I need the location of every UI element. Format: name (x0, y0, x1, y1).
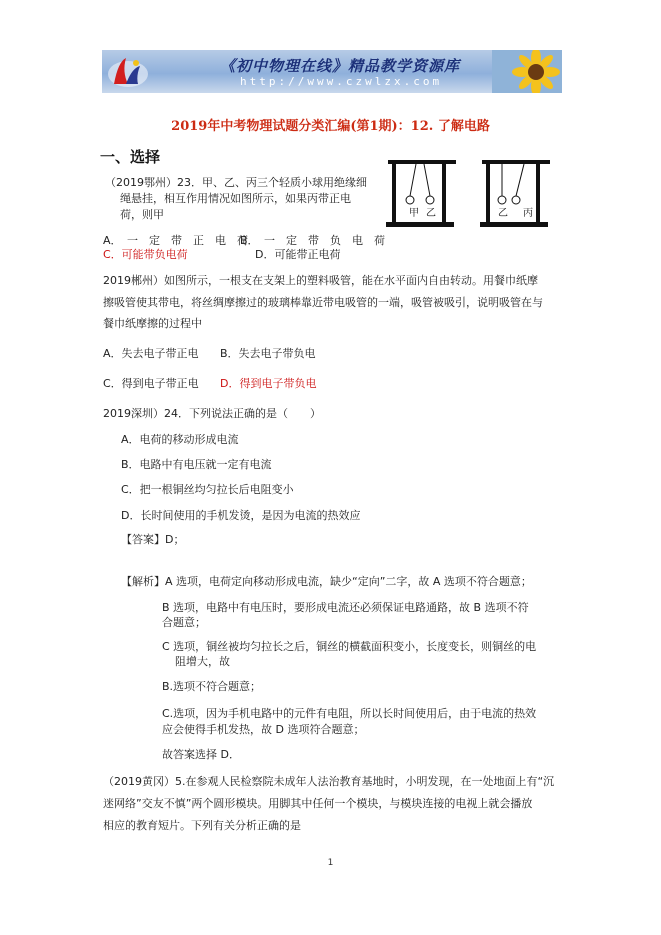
q3-analysis-line-3: 合题意； (162, 616, 206, 629)
document-title: 2019年中考物理试题分类汇编(第1期)：12. 了解电路 (171, 119, 490, 134)
section-heading: 一、选择 (100, 148, 161, 166)
q4-line-2: 迷网络”交友不慎”两个圆形模块。用脚其中任何一个模块，与模块连接的电视上就会播放 (103, 797, 533, 810)
site-logo-icon (106, 54, 150, 90)
q2-option-d: D．得到电子带负电 (220, 377, 317, 390)
figure-label-yi-2: 乙 (498, 208, 508, 219)
q3-analysis-line-6: B.选项不符合题意； (162, 680, 262, 693)
q3-analysis-line-7: C.选项，因为手机电路中的元件有电阻，所以长时间使用后，由于电流的热效 (162, 707, 537, 720)
q1-option-d: D．可能带正电荷 (255, 248, 341, 261)
q1-line-3: 荷，则甲 (120, 208, 164, 221)
q2-option-c: C．得到电子带正电 (103, 377, 199, 390)
q1-option-b: B． 一 定 带 负 电 荷 (240, 234, 386, 247)
q3-analysis-line-1: 【解析】A 选项，电荷定向移动形成电流，缺少“定向”二字，故 A 选项不符合题意； (121, 575, 532, 588)
banner-brand: 《初中物理在线》精品教学资源库 (220, 57, 461, 75)
q3-analysis-line-8: 应会使得手机发热，故 D 选项符合题意； (162, 723, 365, 736)
q3-option-c: C．把一根铜丝均匀拉长后电阻变小 (121, 483, 294, 496)
q1-figure-left-pair (386, 158, 458, 230)
q2-line-1: 2019郴州）如图所示，一根支在支架上的塑料吸管，能在水平面内自由转动。用餐巾纸摩 (103, 274, 538, 287)
page-number: 1 (327, 858, 334, 868)
q3-analysis-line-4: C 选项，铜丝被均匀拉长之后，铜丝的横截面积变小，长度变长，则铜丝的电 (162, 640, 537, 653)
header-banner (102, 50, 562, 93)
q1-option-a: A． 一 定 带 正 电 荷 (103, 234, 249, 247)
q3-analysis-line-5: 阻增大，故 (175, 655, 230, 668)
q2-line-2: 擦吸管使其带电，将丝绸摩擦过的玻璃棒靠近带电吸管的一端，吸管被吸引，说明吸管在与 (103, 296, 543, 309)
q2-line-3: 餐巾纸摩擦的过程中 (103, 317, 202, 330)
q1-option-c: C．可能带负电荷 (103, 248, 188, 261)
q3-stem: 2019深圳）24．下列说法正确的是（ ） (103, 407, 321, 420)
q3-option-a: A．电荷的移动形成电流 (121, 433, 239, 446)
q2-option-a: A．失去电子带正电 (103, 347, 199, 360)
q4-line-1: （2019黄冈）5.在参观人民检察院未成年人法治教育基地时，小明发现，在一处地面上有“沉 (103, 775, 555, 788)
sunflower-icon (492, 50, 562, 93)
q1-line-1: （2019鄂州）23．甲、乙、丙三个轻质小球用绝缘细 (105, 176, 367, 189)
banner-url: http://www.czwlzx.com (240, 75, 443, 88)
q2-option-b: B．失去电子带负电 (220, 347, 316, 360)
figure-label-bing: 丙 (523, 208, 533, 219)
q3-analysis-line-9: 故答案选择 D． (162, 748, 240, 761)
q1-line-2: 绳悬挂，相互作用情况如图所示，如果丙带正电 (120, 192, 351, 205)
q3-analysis-line-2: B 选项，电路中有电压时，要形成电流还必须保证电路通路，故 B 选项不符 (162, 601, 529, 614)
q1-figure-right-pair (480, 158, 552, 230)
figure-label-yi: 乙 (426, 208, 436, 219)
q3-option-b: B．电路中有电压就一定有电流 (121, 458, 272, 471)
q3-option-d: D．长时间使用的手机发烫，是因为电流的热效应 (121, 509, 361, 522)
figure-label-jia: 甲 (409, 208, 419, 219)
q3-answer: 【答案】D； (121, 533, 185, 546)
q4-line-3: 相应的教育短片。下列有关分析正确的是 (103, 819, 301, 832)
